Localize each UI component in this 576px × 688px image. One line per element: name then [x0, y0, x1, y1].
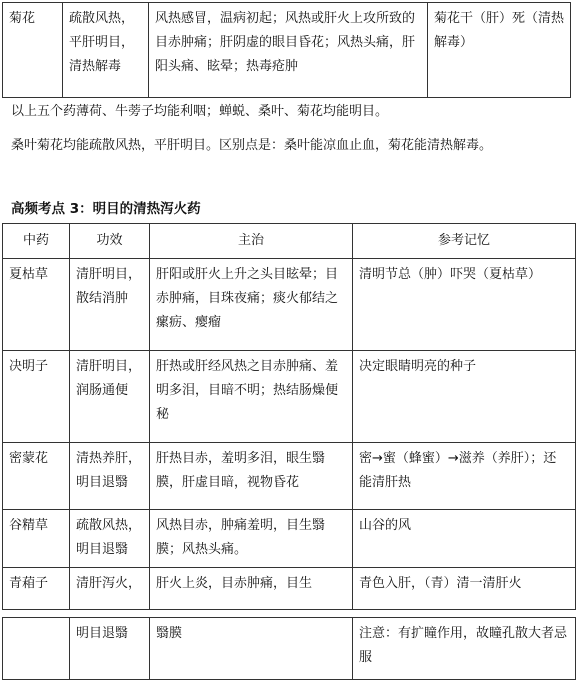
herb-effect-cell: 疏散风热，平肝明目，清热解毒 [63, 3, 149, 98]
herb-memory-cell: 决定眼睛明亮的种子 [353, 351, 576, 443]
herb-memory-cell: 清明节总（肿）吓哭（夏枯草） [353, 259, 576, 351]
column-header: 参考记忆 [353, 224, 576, 259]
herb-indications-cell: 肝阳或肝火上升之头目眩晕；目赤肿痛，目珠夜痛；痰火郁结之瘰疬、瘿瘤 [150, 259, 353, 351]
herb-indications-cell: 翳膜 [150, 618, 353, 680]
note-paragraph: 以上五个药薄荷、牛蒡子均能利咽；蝉蜕、桑叶、菊花均能明目。 [11, 104, 389, 119]
column-header: 主治 [150, 224, 353, 259]
herb-name-cell: 夏枯草 [3, 259, 70, 351]
note-paragraph: 桑叶菊花均能疏散风热，平肝明目。区别点是：桑叶能凉血止血，菊花能清热解毒。 [11, 138, 493, 153]
herb-effect-cell: 清肝明目，散结消肿 [70, 259, 150, 351]
herb-effect-cell: 明目退翳 [70, 618, 150, 680]
herb-indications-cell: 风热目赤，肿痛羞明，目生翳膜；风热头痛。 [150, 510, 353, 568]
column-header: 中药 [3, 224, 70, 259]
herb-table-continued [2, 617, 576, 680]
herb-memory-cell: 山谷的风 [353, 510, 576, 568]
table-row [3, 259, 576, 351]
section-title: 高频考点 3：明目的清热泻火药 [11, 201, 201, 217]
herb-indications-cell: 风热感冒，温病初起；风热或肝火上攻所致的目赤肿痛；肝阴虚的眼目昏花；风热头痛，肝阳头痛、眩晕；热毒疮肿 [149, 3, 428, 98]
table-row [3, 618, 576, 680]
herb-name-cell: 菊花 [3, 3, 63, 98]
top-herb-table [2, 2, 571, 98]
herb-table [2, 223, 576, 610]
herb-name-cell [3, 618, 70, 680]
herb-memory-cell: 注意：有扩瞳作用，故瞳孔散大者忌服 [353, 618, 576, 680]
herb-effect-cell: 清肝泻火， [70, 568, 150, 610]
table-header-row [3, 224, 576, 259]
herb-effect-cell: 清热养肝，明目退翳 [70, 443, 150, 510]
herb-indications-cell: 肝热或肝经风热之目赤肿痛、羞明多泪，目暗不明；热结肠燥便秘 [150, 351, 353, 443]
table-row [3, 3, 571, 98]
table-row [3, 568, 576, 610]
herb-name-cell: 青葙子 [3, 568, 70, 610]
herb-effect-cell: 疏散风热，明目退翳 [70, 510, 150, 568]
table-row [3, 443, 576, 510]
herb-name-cell: 谷精草 [3, 510, 70, 568]
herb-memory-cell: 青色入肝，（青）清一清肝火 [353, 568, 576, 610]
table-row [3, 510, 576, 568]
herb-name-cell: 密蒙花 [3, 443, 70, 510]
table-row [3, 351, 576, 443]
herb-memory-cell: 密→蜜（蜂蜜）→滋养（养肝）；还能清肝热 [353, 443, 576, 510]
herb-effect-cell: 清肝明目，润肠通便 [70, 351, 150, 443]
herb-memory-cell: 菊花干（肝）死（清热解毒） [428, 3, 571, 98]
column-header: 功效 [70, 224, 150, 259]
herb-name-cell: 决明子 [3, 351, 70, 443]
herb-indications-cell: 肝热目赤，羞明多泪，眼生翳膜，肝虚目暗，视物昏花 [150, 443, 353, 510]
herb-indications-cell: 肝火上炎，目赤肿痛，目生 [150, 568, 353, 610]
